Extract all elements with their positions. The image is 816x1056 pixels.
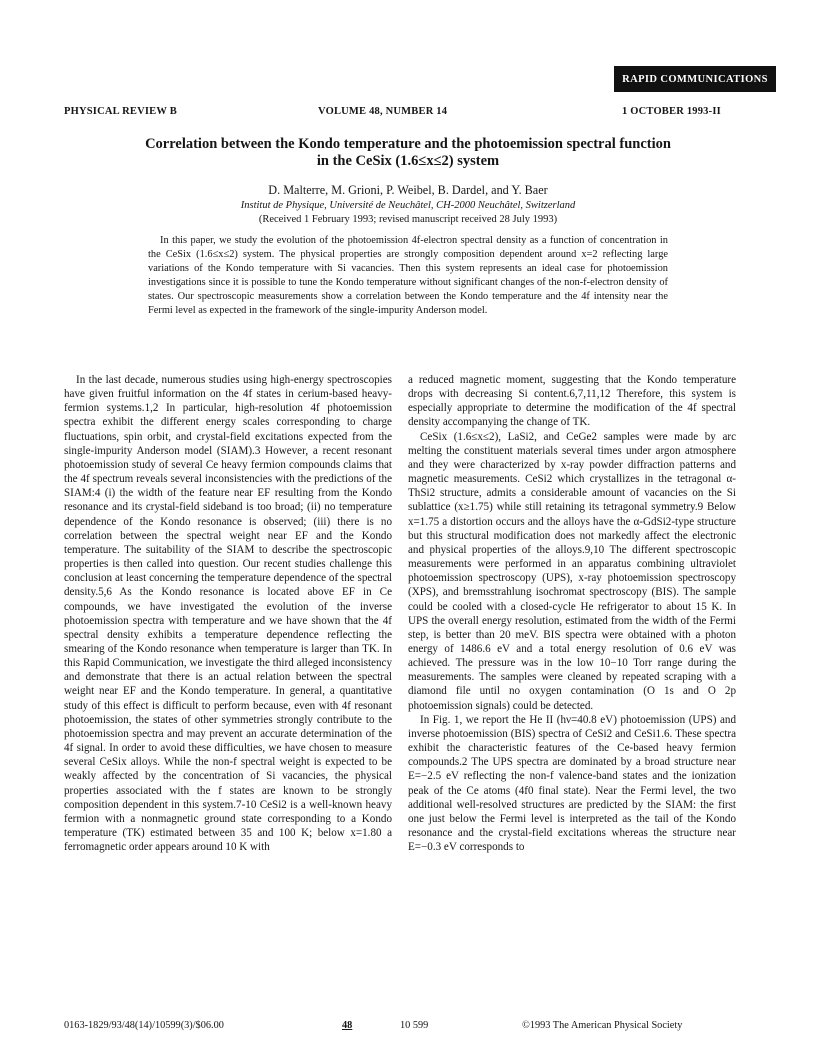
right-column [408,373,736,854]
volume-reference: 48 [342,1020,353,1031]
title-line-1: Correlation between the Kondo temperature and the photoemission spectral function [145,136,671,152]
paragraph: CeSix (1.6≤x≤2), LaSi2, and CeGe2 samples were made by arc melting the constituent materials several times under argon atmosphere and they were characterized by x-ray powder diffraction patterns and magnetic measurements. CeSi2 which crystallizes in the tetragonal α-ThSi2 structure, admits a considerable amount of vacancies on the Si sublattice (x≥1.75) while still retaining its tetragonal symmetry.9 Below x=1.75 a distortion occurs and the alloys have the α-GdSi2-type structure but this structural modification does not markedly affect the electronic and physical properties of the alloys.9,10 The different spectroscopic measurements were performed in an apparatus combining ultraviolet photoemission spectroscopy (UPS), x-ray photoemission spectroscopy (XPS), and bremsstrahlung isochromat spectroscopy (BIS). The sample could be cooled with a closed-cycle He refrigerator to about 15 K. In UPS the overall energy resolution, estimated from the width of the Fermi step, is better than 20 meV. BIS spectra were obtained with a photon energy of 1486.6 eV and a total energy resolution of 0.6 eV was achieved. The pressure was in the low 10−10 Torr range during the measurements. The samples were cleaned by repeated scraping with a diamond file until no oxygen contamination (O 1s and O 2p photoemission signals) could be detected. [408,430,736,712]
paragraph: In Fig. 1, we report the He II (hν=40.8 eV) photoemission (UPS) and inverse photoemission (BIS) spectra of CeSi2 and CeSi1.6. These spectra exhibit the characteristic features of the Ce-based heavy fermion compounds.2 The UPS spectra are dominated by a broad structure near E=−2.5 eV reflecting the non-f valence-band states and the ionization peak of the Ce atoms (4f0 final state). Near the Fermi level, the two additional well-resolved structures are predicted by the SIAM: the first one just below the Fermi level is interpreted as the tail of the Kondo resonance and the crystal-field excitations whereas the structure near E=−0.3 eV corresponds to [408,713,736,854]
copyright-notice: ©1993 The American Physical Society [522,1020,683,1031]
journal-name: PHYSICAL REVIEW B [64,106,177,117]
abstract: In this paper, we study the evolution of the photoemission 4f-electron spectral density as a function of concentration in the CeSix (1.6≤x≤2) system. The physical properties are strongly composition dependent around x=2 reflecting large variations of the Kondo temperature with Si vacancies. Then this system represents an ideal case for photoemission investigations since it is possible to tune the Kondo temperature without significant changes of the non-f-electron density of states. Our spectroscopic measurements show a correlation between the Kondo temperature and the 4f intensity near the Fermi level as expected in the framework of the single-impurity Anderson model. [148,235,668,317]
author-list: D. Malterre, M. Grioni, P. Weibel, B. Dardel, and Y. Baer [268,183,548,197]
volume-number: VOLUME 48, NUMBER 14 [318,106,448,117]
article-title [80,136,736,170]
paragraph: a reduced magnetic moment, suggesting that the Kondo temperature drops with decreasing Si content.6,7,11,12 Therefore, this system is especially appropriate to determine the modification of the 4f spectral density accompanying the change of TK. [408,374,736,429]
paragraph: In the last decade, numerous studies using high-energy spectroscopies have given fruitful information on the 4f states in cerium-based heavy-fermion systems.1,2 In particular, high-resolution 4f photoemission spectra exhibit the different energy scales corresponding to charge fluctuations, spin orbit, and crystal-field excitations expected from the single-impurity Anderson model (SIAM).3 However, a recent resonant photoemission study of several Ce heavy fermion compounds claims that the 4f spectrum reveals several inconsistencies with the predictions of the SIAM:4 (i) the width of the feature near EF resulting from the Kondo resonance and its crystal-field sideband is too broad; (ii) no temperature dependence of the Kondo resonance is observed; (iii) there is no correlation between the spectral weight near EF and the Kondo temperature. The suitability of the SIAM to describe the spectroscopic properties is then called into question. Our recent studies challenge this conclusion at least concerning the temperature dependence of the spectral density.5,6 As the Kondo resonance is located above EF in Ce compounds, we have investigated the evolution of the inverse photoemission spectra with temperature and we have shown that the 4f spectral density exhibits a temperature dependence reflecting the smearing of the Kondo resonance when temperature is larger than TK. In this Rapid Communication, we investigate the third alleged inconsistency and demonstrate that there is an actual relation between the spectral weight near EF and the Kondo temperature. In general, a quantitative study of this effect is difficult to perform because, even with 4f resonant photoemission, the states of other symmetries strongly contribute to the photoemission spectra and may prevent an accurate determination of the 4f signal. In order to avoid these difficulties, we have chosen to measure several CeSix alloys. While the non-f spectral weight is expected to be weakly affected by the concentration of Si vacancies, the physical properties associated with the f states are known to be strongly composition dependent in this system.7-10 CeSi2 is a well-known heavy fermion with a nonmagnetic ground state corresponding to a Kondo temperature (TK) estimated between 35 and 100 K; below x=1.80 a ferromagnetic order appears around 10 K with [64,374,392,854]
left-column [64,373,392,854]
article-code: 0163-1829/93/48(14)/10599(3)/$06.00 [64,1020,224,1031]
title-line-2: in the CeSix (1.6≤x≤2) system [316,153,500,169]
affiliation: Institut de Physique, Université de Neuchâtel, CH-2000 Neuchâtel, Switzerland [240,200,576,211]
received-dates: (Received 1 February 1993; revised manuscript received 28 July 1993) [258,214,558,225]
rapid-communications-banner: RAPID COMMUNICATIONS [614,66,776,92]
issue-date: 1 OCTOBER 1993-II [622,106,721,117]
page-number: 10 599 [400,1020,429,1031]
